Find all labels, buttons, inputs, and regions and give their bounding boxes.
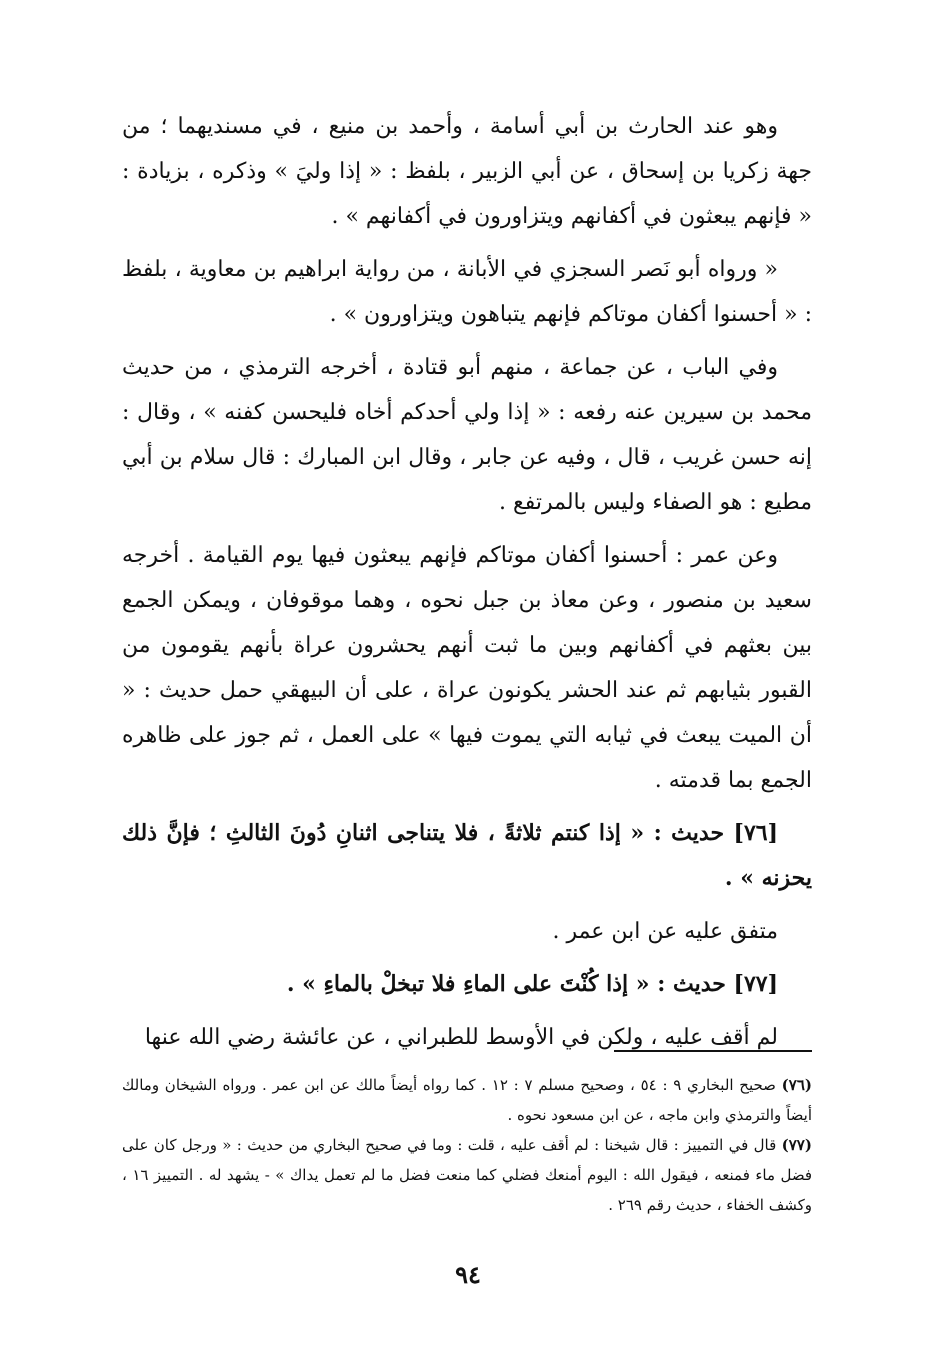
paragraph-hadith-76: متفق عليه عن ابن عمر . — [552, 919, 778, 944]
footnote-text: قال في التمييز : قال شيخنا : لم أقف عليه ، قلت : وما في صحيح البخاري من حديث : « ورجل كان على فضل ماء فمنعه ، فيقول الله : اليوم أمنعك فضلي كما منعت فضل ما لم تعمل يداك » - يشهد له . التمييز ١٦ ، وكشف الخفاء ، حديث رقم ٢٦٩ . — [122, 1136, 813, 1214]
footnote-text: صحيح البخاري ٩ : ٥٤ ، وصحيح مسلم ٧ : ١٢ . كما رواه أيضاً مالك عن ابن عمر . ورواه الشيخان ومالك أيضاً والترمذي وابن ماجه ، عن ابن مسعود نحوه . — [122, 1076, 812, 1124]
footnote-76 — [122, 1070, 812, 1130]
paragraph-umar: وعن عمر : أحسنوا أكفان موتاكم فإنهم يبعثون فيها يوم القيامة . أخرجه سعيد بن منصور ، وعن معاذ بن جبل نحوه ، وهما موقوفان ، ويمكن الجمع بين بعثهم في أكفانهم وبين ما ثبت أنهم يحشرون عراة بأنهم يقومون من القبور بثيابهم ثم عند الحشر يكونون عراة ، على أن البيهقي حمل حديث : « أن الميت يبعث في ثيابه التي يموت فيها » على العمل ، ثم جوز على ظاهره الجمع بما قدمته . — [122, 543, 812, 793]
paragraph-abu-nasr: « ورواه أبو نَصر السجزي في الأبانة ، من رواية ابراهيم بن معاوية ، بلفظ : « أحسنوا أكفان موتاكم فإنهم يتباهون ويتزاورون » . — [122, 257, 812, 327]
page-number: ٩٤ — [455, 1260, 481, 1289]
footnote-divider — [614, 1050, 812, 1052]
footnote-77 — [122, 1130, 812, 1220]
paragraph-fil-bab: وفي الباب ، عن جماعة ، منهم أبو قتادة ، أخرجه الترمذي ، من حديث محمد بن سيرين عنه رفعه : « إذا ولي أحدكم أخاه فليحسن كفنه » ، وقال : إنه حسن غريب ، قال ، وفيه عن جابر ، وقال ابن المبارك : قال سلام بن أبي مطيع : هو الصفاء وليس بالمرتفع . — [122, 355, 812, 515]
paragraph-hadith-77: لم أقف عليه ، ولكن في الأوسط للطبراني ، عن عائشة رضي الله عنها — [144, 1025, 778, 1050]
hadith-heading-77: [٧٧] حديث : « إذا كُنْتَ على الماءِ فلا تبخلْ بالماءِ » . — [286, 971, 778, 997]
footnote-number: (٧٧) — [781, 1136, 812, 1154]
hadith-heading-76: [٧٦] حديث : « إذا كنتم ثلاثةً ، فلا يتناجى اثنانِ دُونَ الثالثِ ؛ فإنَّ ذلك يحزنه » . — [122, 820, 812, 891]
footnote-number: (٧٦) — [781, 1076, 813, 1094]
footnotes — [122, 1070, 812, 1220]
main-text — [122, 104, 812, 1060]
paragraph-harith-ahmad: وهو عند الحارث بن أبي أسامة ، وأحمد بن منيع ، في مسنديهما ؛ من جهة زكريا بن إسحاق ، عن أبي الزبير ، بلفظ : « إذا وليَ » وذكره ، بزيادة : « فإنهم يبعثون في أكفانهم ويتزاورون في أكفانهم » . — [122, 114, 812, 229]
